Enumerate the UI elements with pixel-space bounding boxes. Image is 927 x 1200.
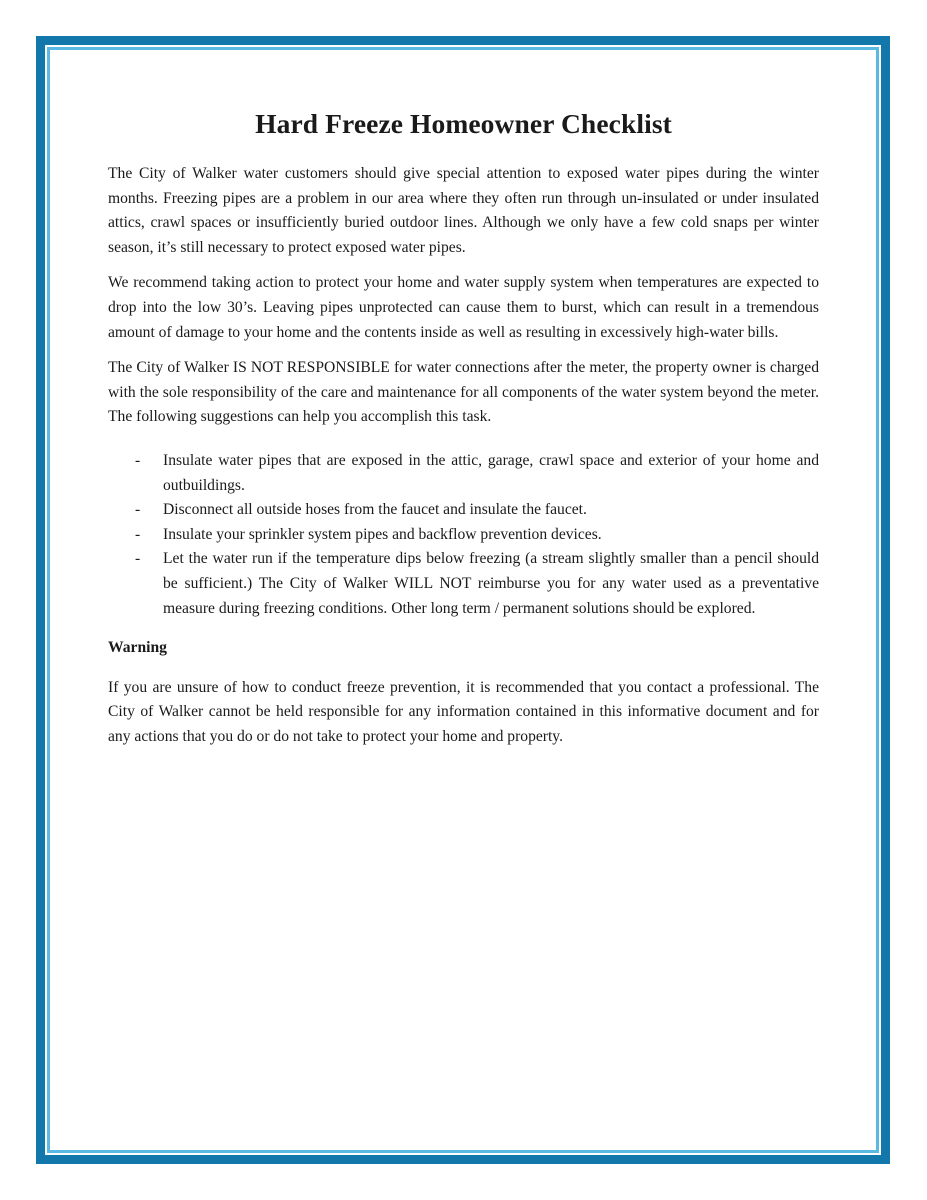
document-body xyxy=(108,108,819,760)
bullet-dash: - xyxy=(135,451,141,469)
list-item-text: Insulate your sprinkler system pipes and backflow prevention devices. xyxy=(163,525,602,543)
list-item xyxy=(108,523,819,548)
warning-paragraph: If you are unsure of how to conduct freeze prevention, it is recommended that you contact a professional. The City of Walker cannot be held responsible for any information contained in this informative document and for any actions that you do or do not take to protect your home and property. xyxy=(108,678,819,745)
list-item-text: Insulate water pipes that are exposed in the attic, garage, crawl space and exterior of your home and outbuildings. xyxy=(163,451,819,494)
list-item xyxy=(108,547,819,621)
bullet-dash: - xyxy=(135,501,141,519)
recommendation-paragraph: We recommend taking action to protect your home and water supply system when temperatures are expected to drop into the low 30’s. Leaving pipes unprotected can cause them to burst, which can result in a tremendous amount of damage to your home and the contents inside as well as resulting in excessively high-water bills. xyxy=(108,274,819,341)
bullet-dash: - xyxy=(135,525,141,543)
list-item xyxy=(108,449,819,498)
list-item xyxy=(108,498,819,523)
bullet-dash: - xyxy=(135,550,141,568)
intro-paragraph: The City of Walker water customers should give special attention to exposed water pipes during the winter months. Freezing pipes are a problem in our area where they often run through un-insulated or under insulated attics, crawl spaces or insufficiently buried outdoor lines. Although we only have a few cold snaps per winter season, it’s still necessary to protect exposed water pipes. xyxy=(108,165,819,256)
responsibility-paragraph: The City of Walker IS NOT RESPONSIBLE for water connections after the meter, the property owner is charged with the sole responsibility of the care and maintenance for all components of the water system beyond the meter. The following suggestions can help you accomplish this task. xyxy=(108,359,819,426)
warning-heading: Warning xyxy=(108,639,167,657)
list-item-text: Let the water run if the temperature dips below freezing (a stream slightly smaller than a pencil should be sufficient.) The City of Walker WILL NOT reimburse you for any water used as a preventative measure during freezing conditions. Other long term / permanent solutions should be explored. xyxy=(163,550,819,617)
document-title: Hard Freeze Homeowner Checklist xyxy=(255,108,672,139)
list-item-text: Disconnect all outside hoses from the faucet and insulate the faucet. xyxy=(163,501,587,519)
suggestion-list xyxy=(108,449,819,621)
